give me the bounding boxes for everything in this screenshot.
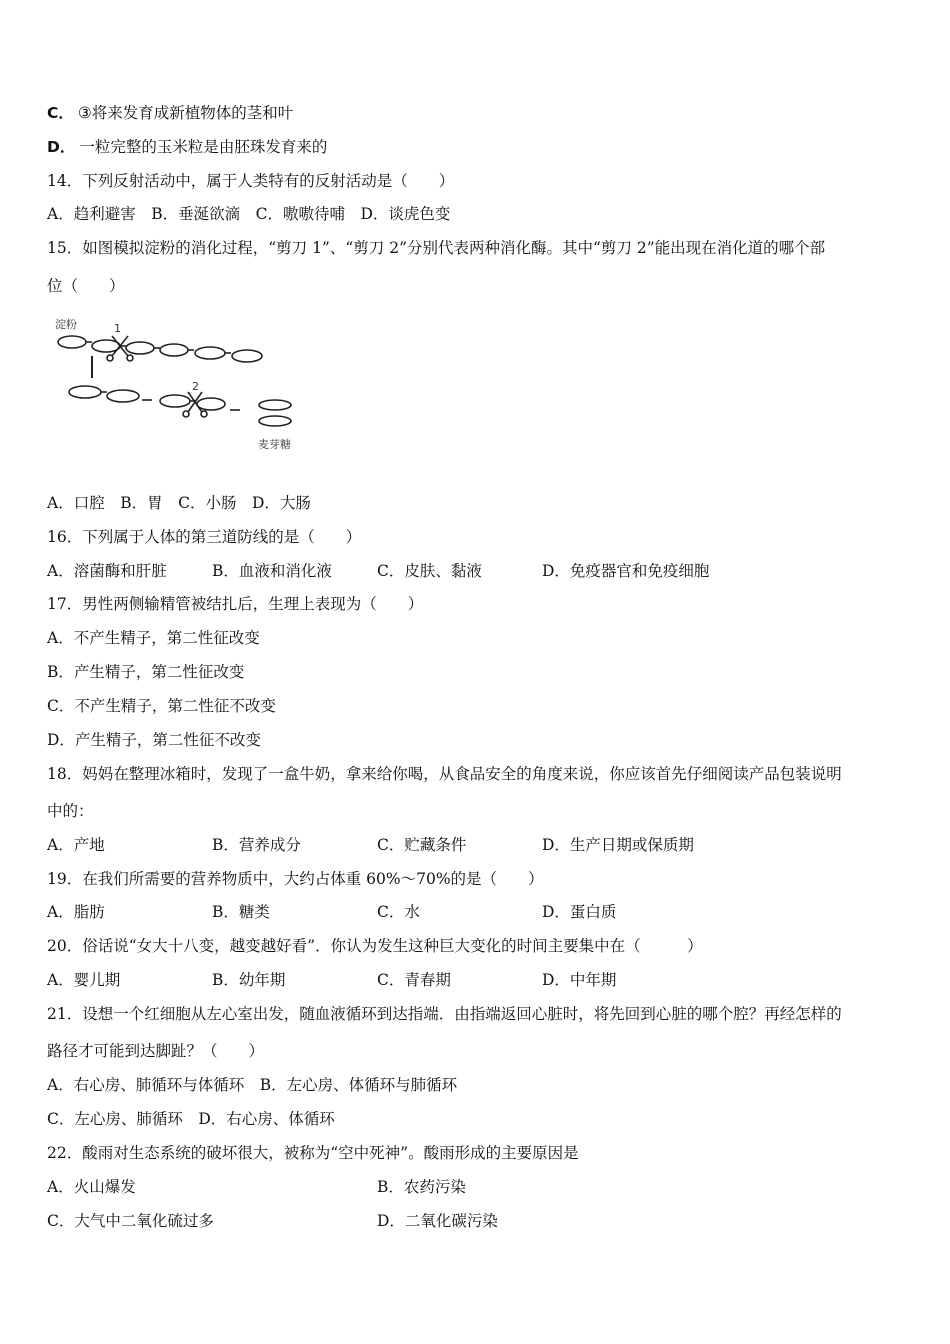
q15-stem-line2: 位（ ）: [47, 277, 125, 295]
scissor-1-label: 1: [114, 322, 121, 335]
q20-option-c: C．青春期: [377, 971, 451, 989]
q17-stem: 17．男性两侧输精管被结扎后，生理上表现为（ ）: [47, 595, 424, 613]
oligo-chain: [69, 386, 291, 426]
q18-option-b: B．营养成分: [212, 836, 301, 854]
q13-option-d: D． 一粒完整的玉米粒是由胚珠发育来的: [47, 138, 328, 156]
q18-option-c: C．贮藏条件: [377, 836, 467, 854]
q18-option-d: D．生产日期或保质期: [542, 836, 694, 854]
q21-options-row1: A．右心房、肺循环与体循环 B．左心房、体循环与肺循环: [47, 1076, 458, 1094]
figure-starch-label: 淀粉: [55, 318, 77, 331]
q17-option-a: A．不产生精子，第二性征改变: [47, 629, 260, 647]
q20-option-b: B．幼年期: [212, 971, 286, 989]
q20-stem: 20．俗话说“女大十八变，越变越好看”．你认为发生这种巨大变化的时间主要集中在（ ）: [47, 937, 703, 955]
q19-option-a: A．脂肪: [47, 903, 105, 921]
q13-option-c: C． ③将来发育成新植物体的茎和叶: [47, 104, 294, 122]
q21-options-row2: C．左心房、肺循环 D．右心房、体循环: [47, 1110, 335, 1128]
q22-stem: 22．酸雨对生态系统的破坏很大，被称为“空中死神”。酸雨形成的主要原因是: [47, 1144, 579, 1162]
q21-stem-line1: 21．设想一个红细胞从左心室出发，随血液循环到达指端．由指端返回心脏时，将先回到心脏的哪个腔？再经怎样的: [47, 1005, 842, 1023]
q16-option-b: B．血液和消化液: [212, 562, 332, 580]
q15-options: A．口腔 B．胃 C．小肠 D．大肠: [47, 494, 311, 512]
q20-option-d: D．中年期: [542, 971, 617, 989]
q16-option-a: A．溶菌酶和肝脏: [47, 562, 167, 580]
q22-option-d: D．二氧化碳污染: [377, 1212, 498, 1230]
q19-option-b: B．糖类: [212, 903, 270, 921]
q17-option-c: C．不产生精子，第二性征不改变: [47, 697, 276, 715]
q21-stem-line2: 路径才可能到达脚趾？（ ）: [47, 1042, 265, 1060]
q22-option-c: C．大气中二氧化硫过多: [47, 1212, 214, 1230]
q19-stem: 19．在我们所需要的营养物质中，大约占体重 60%～70%的是（ ）: [47, 870, 544, 888]
q19-option-d: D．蛋白质: [542, 903, 617, 921]
q17-option-b: B．产生精子，第二性征改变: [47, 663, 245, 681]
q14-stem: 14．下列反射活动中，属于人类特有的反射活动是（ ）: [47, 172, 455, 190]
figure-maltose-label: 麦芽糖: [258, 438, 291, 451]
q20-option-a: A．婴儿期: [47, 971, 121, 989]
q15-stem-line1: 15．如图模拟淀粉的消化过程，“剪刀 1”、“剪刀 2”分别代表两种消化酶。其中“剪刀 2”能出现在消化道的哪个部: [47, 239, 826, 257]
q18-option-a: A．产地: [47, 836, 105, 854]
q16-stem: 16．下列属于人体的第三道防线的是（ ）: [47, 528, 362, 546]
q22-option-b: B．农药污染: [377, 1178, 466, 1196]
q17-option-d: D．产生精子，第二性征不改变: [47, 731, 261, 749]
q16-option-c: C．皮肤、黏液: [377, 562, 482, 580]
scissor-2-label: 2: [192, 380, 199, 393]
q16-option-d: D．免疫器官和免疫细胞: [542, 562, 710, 580]
q19-option-c: C．水: [377, 903, 420, 921]
starch-digestion-diagram: [50, 308, 310, 463]
q18-stem-line1: 18．妈妈在整理冰箱时，发现了一盒牛奶，拿来给你喝，从食品安全的角度来说，你应该首先仔细阅读产品包装说明: [47, 765, 842, 783]
q14-options: A．趋利避害 B．垂涎欲滴 C．嗷嗷待哺 D．谈虎色变: [47, 205, 451, 223]
starch-chain: [58, 336, 262, 362]
q22-option-a: A．火山爆发: [47, 1178, 136, 1196]
starch-digestion-figure: [50, 308, 310, 463]
q18-stem-line2: 中的：: [47, 802, 94, 820]
